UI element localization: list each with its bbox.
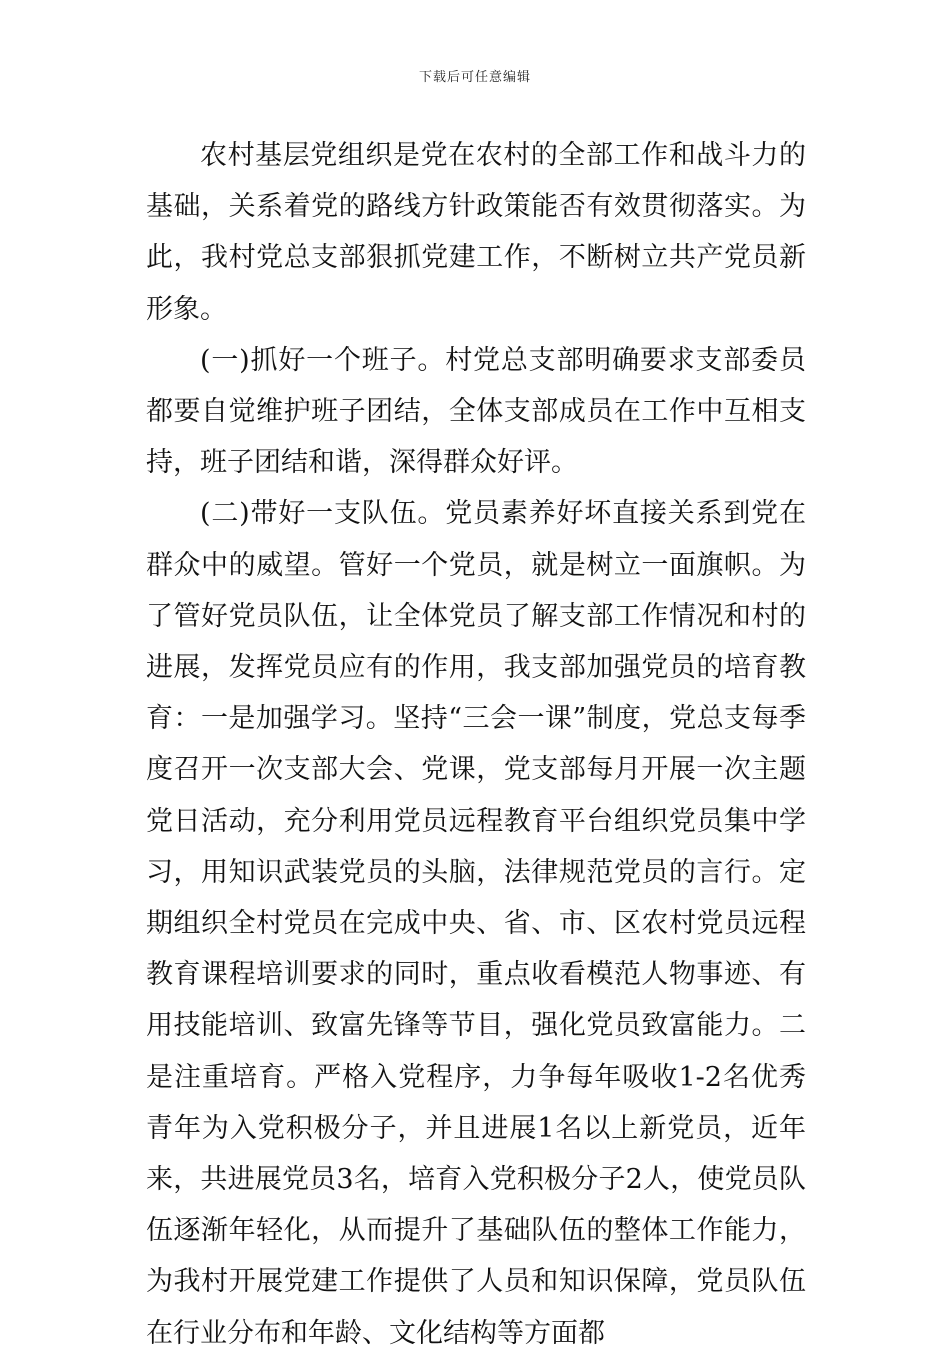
header-note: 下载后可任意编辑 [418, 70, 531, 85]
paragraph-section-one: (一)抓好一个班子。村党总支部明确要求支部委员都要自觉维护班子团结，全体支部成员在工作中互相支持，班子团结和谐，深得群众好评。 [146, 344, 806, 479]
paragraph-section-two: (二)带好一支队伍。党员素养好坏直接关系到党在群众中的威望。管好一个党员，就是树立一面旗帜。为了管好党员队伍，让全体党员了解支部工作情况和村的进展，发挥党员应有的作用，我支部加强党员的培育教育：一是加强学习。坚持“三会一课”制度，党总支每季度召开一次支部大会、党课，党支部每月开展一次主题党日活动，充分利用党员远程教育平台组织党员集中学习，用知识武装党员的头脑，法律规范党员的言行。定期组织全村党员在完成中央、省、市、区农村党员远程教育课程培训要求的同时，重点收看模范人物事迹、有用技能培训、致富先锋等节目，强化党员致富能力。二是注重培育。严格入党程序，力争每年吸收1-2名优秀青年为入党积极分子，并且进展1名以上新党员，近年来，共进展党员3名，培育入党积极分子2人，使党员队伍逐渐年轻化，从而提升了基础队伍的整体工作能力，为我村开展党建工作提供了人员和知识保障，党员队伍在行业分布和年龄、文化结构等方面都 [146, 498, 806, 1349]
document-body [146, 130, 806, 1359]
paragraph-intro: 农村基层党组织是党在农村的全部工作和战斗力的基础，关系着党的路线方针政策能否有效贯彻落实。为此，我村党总支部狠抓党建工作，不断树立共产党员新形象。 [146, 140, 806, 325]
